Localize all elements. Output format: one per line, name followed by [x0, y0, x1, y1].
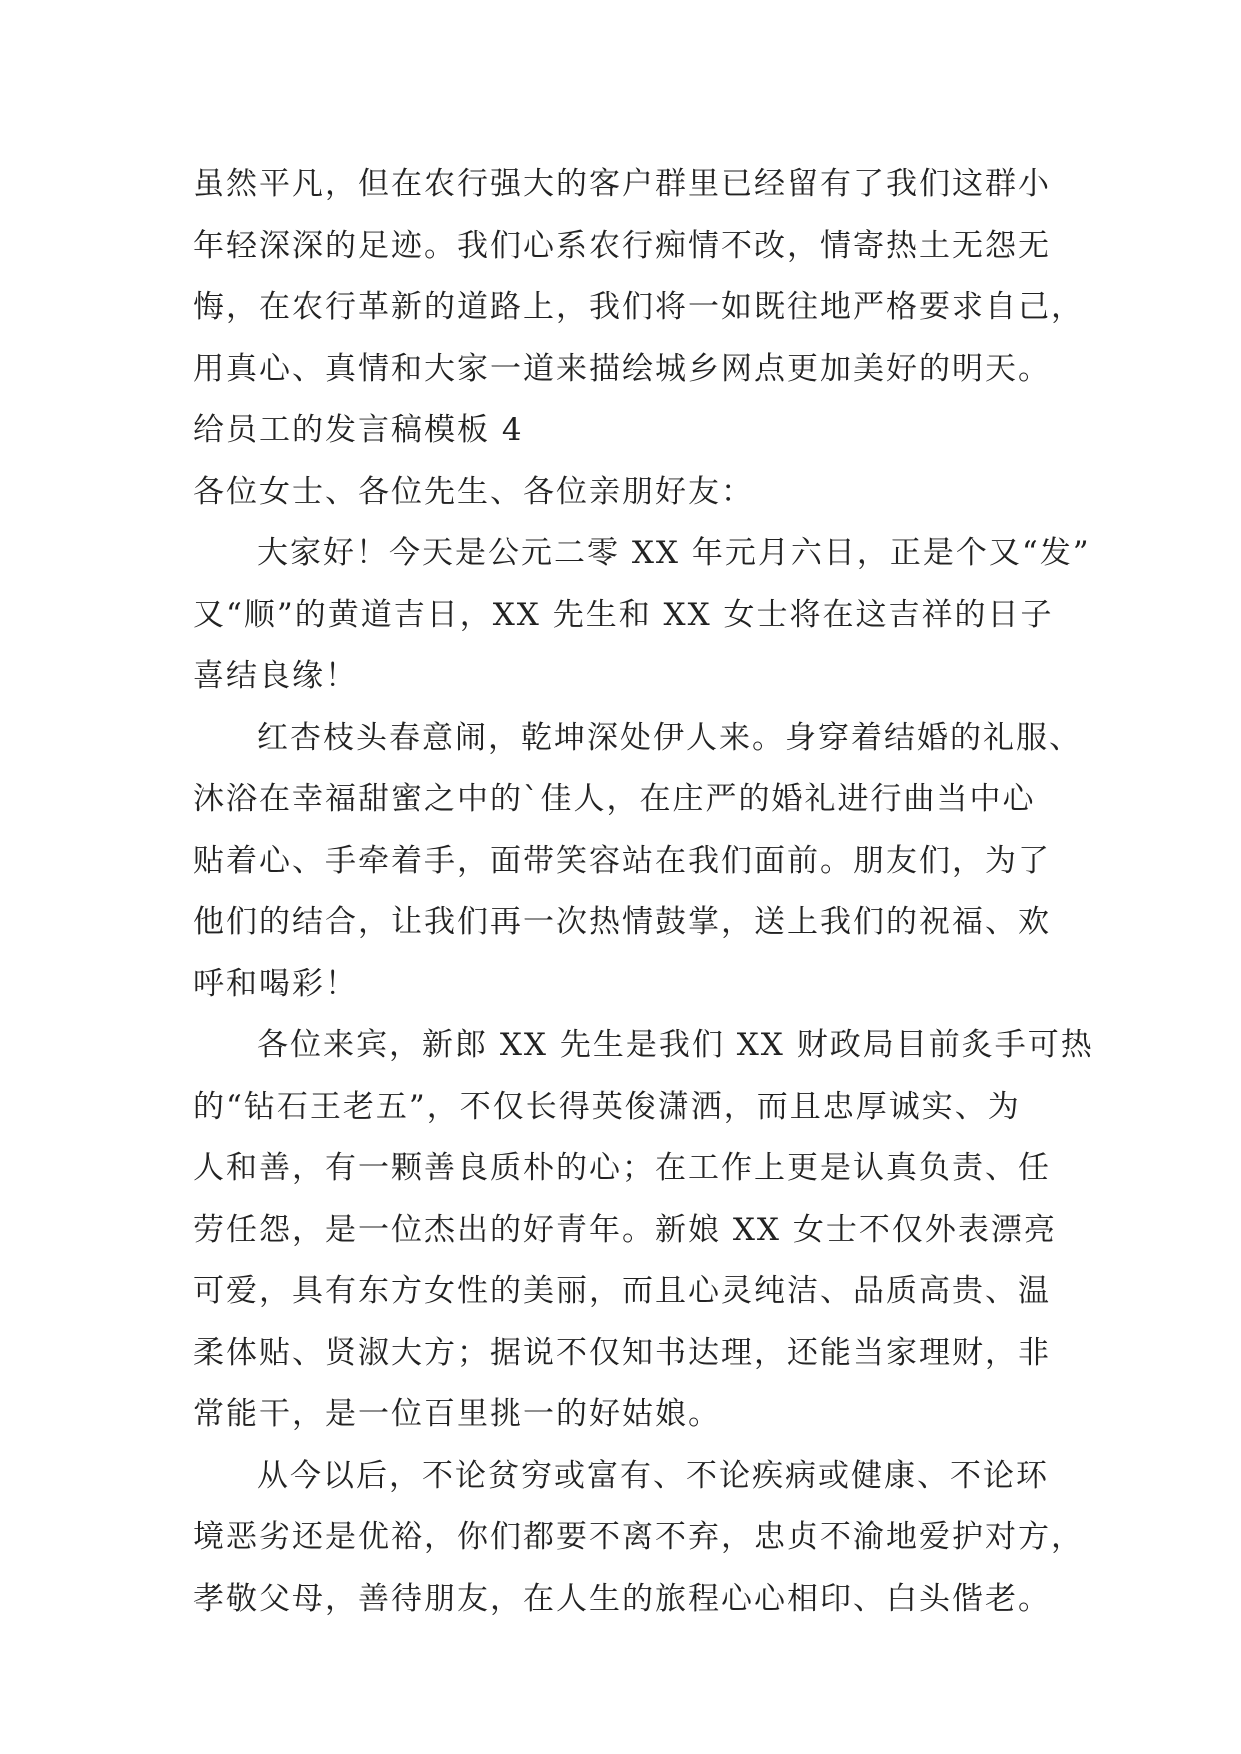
text-line: 悔，在农行革新的道路上，我们将一如既往地严格要求自己，	[193, 289, 1084, 325]
text-line: 贴着心、手牵着手，面带笑容站在我们面前。朋友们，为了	[193, 842, 1051, 879]
paragraph-start: 各位来宾，新郎 XX 先生是我们 XX 财政局目前炙手可热	[257, 1027, 1094, 1063]
text-line: 境恶劣还是优裕，你们都要不离不弃，忠贞不渝地爱护对方，	[193, 1519, 1084, 1555]
text-line: 可爱，具有东方女性的美丽，而且心灵纯洁、品质高贵、温	[193, 1273, 1051, 1309]
text-line: 年轻深深的足迹。我们心系农行痴情不改，情寄热土无怨无	[193, 227, 1051, 264]
paragraph-start: 红杏枝头春意闹，乾坤深处伊人来。身穿着结婚的礼服、	[257, 719, 1082, 756]
section-title: 给员工的发言稿模板 4	[193, 412, 524, 448]
text-line: 劳任怨，是一位杰出的好青年。新娘 XX 女士不仅外表漂亮	[193, 1211, 1057, 1248]
text-line: 柔体贴、贤淑大方；据说不仅知书达理，还能当家理财，非	[193, 1334, 1051, 1371]
text-line: 呼和喝彩！	[193, 965, 358, 1002]
text-line: 的“钻石王老五”，不仅长得英俊潇洒，而且忠厚诚实、为	[193, 1088, 1021, 1125]
paragraph-start: 大家好！今天是公元二零 XX 年元月六日，正是个又“发”	[257, 535, 1091, 571]
paragraph-start: 从今以后，不论贫穷或富有、不论疾病或健康、不论环	[257, 1457, 1049, 1494]
text-line: 沐浴在幸福甜蜜之中的`佳人，在庄严的婚礼进行曲当中心	[193, 781, 1036, 817]
salutation: 各位女士、各位先生、各位亲朋好友：	[193, 473, 754, 510]
text-line: 人和善，有一颗善良质朴的心；在工作上更是认真负责、任	[193, 1150, 1051, 1186]
text-line: 虽然平凡，但在农行强大的客户群里已经留有了我们这群小	[193, 166, 1051, 202]
text-line: 又“顺”的黄道吉日，XX 先生和 XX 女士将在这吉祥的日子	[193, 596, 1054, 633]
text-line: 用真心、真情和大家一道来描绘城乡网点更加美好的明天。	[193, 350, 1051, 387]
text-line: 喜结良缘！	[193, 658, 358, 694]
text-line: 他们的结合，让我们再一次热情鼓掌，送上我们的祝福、欢	[193, 904, 1051, 940]
text-line: 孝敬父母，善待朋友，在人生的旅程心心相印、白头偕老。	[193, 1580, 1051, 1617]
document-body	[193, 154, 1093, 1630]
text-line: 常能干，是一位百里挑一的好姑娘。	[193, 1396, 721, 1432]
